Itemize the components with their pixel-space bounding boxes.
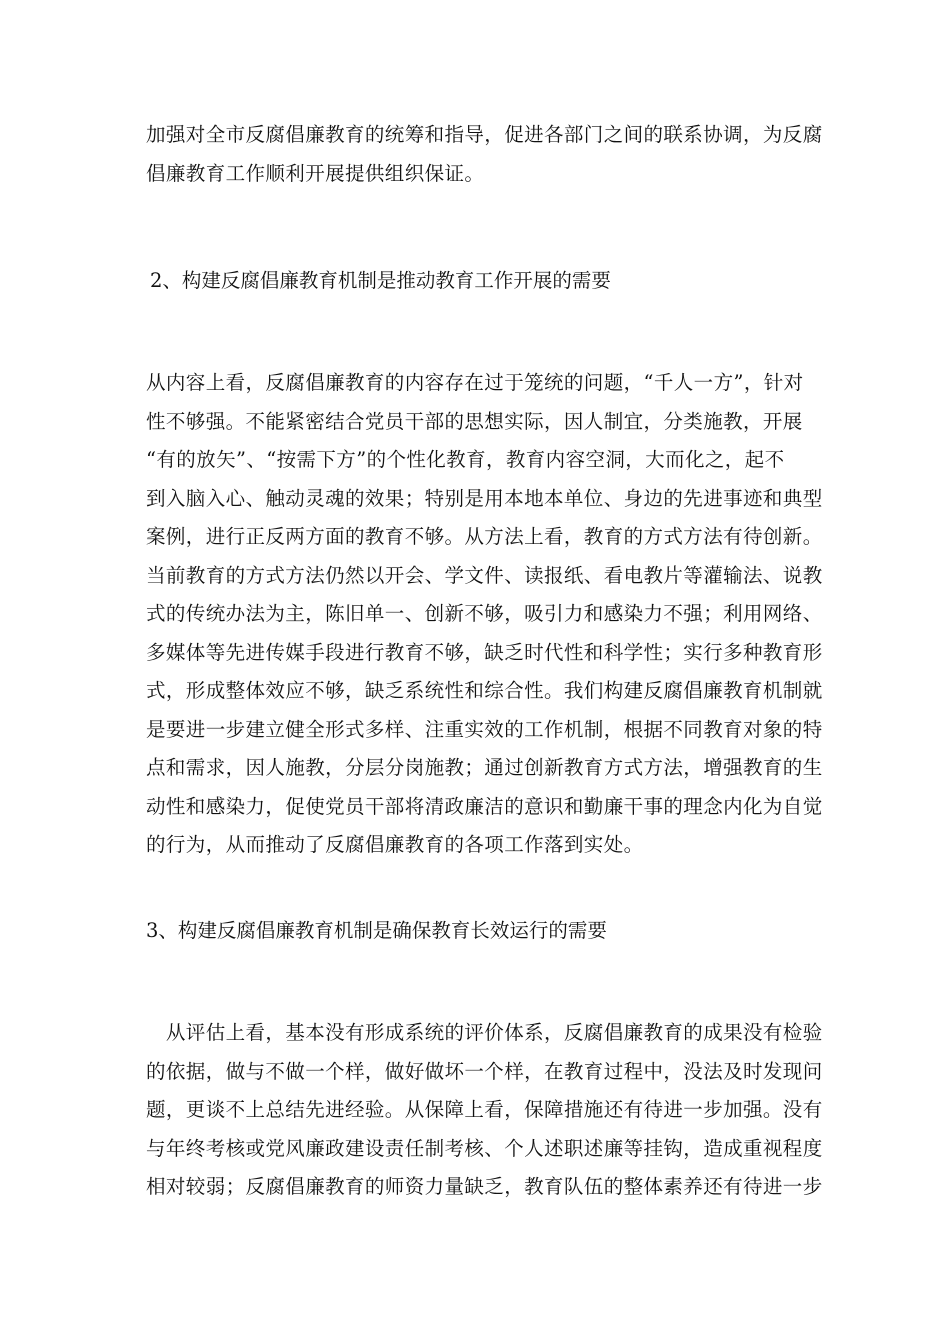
paragraph-line: 从评估上看，基本没有形成系统的评价体系，反腐倡廉教育的成果没有检验 <box>146 1021 823 1044</box>
paragraph-line: 相对较弱；反腐倡廉教育的师资力量缺乏，教育队伍的整体素养还有待进一步 <box>146 1175 823 1198</box>
paragraph-line: 多媒体等先进传媒手段进行教育不够，缺乏时代性和科学性；实行多种教育形 <box>146 640 823 664</box>
section-3-paragraph <box>146 1014 823 1207</box>
paragraph-line: 性不够强。不能紧密结合党员干部的思想实际，因人制宜，分类施教，开展 <box>146 409 803 433</box>
paragraph-line: 题，更谈不上总结先进经验。从保障上看，保障措施还有待进一步加强。没有 <box>146 1098 823 1121</box>
paragraph-line: 案例，进行正反两方面的教育不够。从方法上看，教育的方式方法有待创新。 <box>146 525 823 548</box>
paragraph-line: 的行为，从而推动了反腐倡廉教育的各项工作落到实处。 <box>146 833 644 856</box>
paragraph-line: 到入脑入心、触动灵魂的效果；特别是用本地本单位、身边的先进事迹和典型 <box>146 486 823 510</box>
paragraph-line: 的依据，做与不做一个样，做好做坏一个样，在教育过程中，没法及时发现问 <box>146 1059 823 1083</box>
paragraph-line: 倡廉教育工作顺利开展提供组织保证。 <box>146 161 485 185</box>
section-2-paragraph <box>146 364 823 865</box>
paragraph-line: 式的传统办法为主，陈旧单一、创新不够，吸引力和感染力不强；利用网络、 <box>146 602 823 625</box>
intro-paragraph <box>146 116 823 193</box>
paragraph-line: 加强对全市反腐倡廉教育的统筹和指导，促进各部门之间的联系协调，为反腐 <box>146 123 823 146</box>
section-heading-3: 3、构建反腐倡廉教育机制是确保教育长效运行的需要 <box>146 919 607 942</box>
section-heading-2: 2、构建反腐倡廉教育机制是推动教育工作开展的需要 <box>150 269 611 292</box>
paragraph-line: 式，形成整体效应不够，缺乏系统性和综合性。我们构建反腐倡廉教育机制就 <box>146 679 823 702</box>
paragraph-line: 是要进一步建立健全形式多样、注重实效的工作机制，根据不同教育对象的特 <box>146 717 823 741</box>
paragraph-line: 当前教育的方式方法仍然以开会、学文件、读报纸、看电教片等灌输法、说教 <box>146 563 823 587</box>
paragraph-line: 与年终考核或党风廉政建设责任制考核、个人述职述廉等挂钩，造成重视程度 <box>146 1136 823 1160</box>
paragraph-line: 点和需求，因人施教，分层分岗施教；通过创新教育方式方法，增强教育的生 <box>146 756 823 779</box>
paragraph-line: 动性和感染力，促使党员干部将清政廉洁的意识和勤廉干事的理念内化为自觉 <box>146 794 823 818</box>
paragraph-line: “有的放矢”、“按需下方”的个性化教育，教育内容空洞，大而化之，起不 <box>146 448 785 471</box>
paragraph-line: 从内容上看，反腐倡廉教育的内容存在过于笼统的问题，“千人一方”，针对 <box>146 371 804 394</box>
